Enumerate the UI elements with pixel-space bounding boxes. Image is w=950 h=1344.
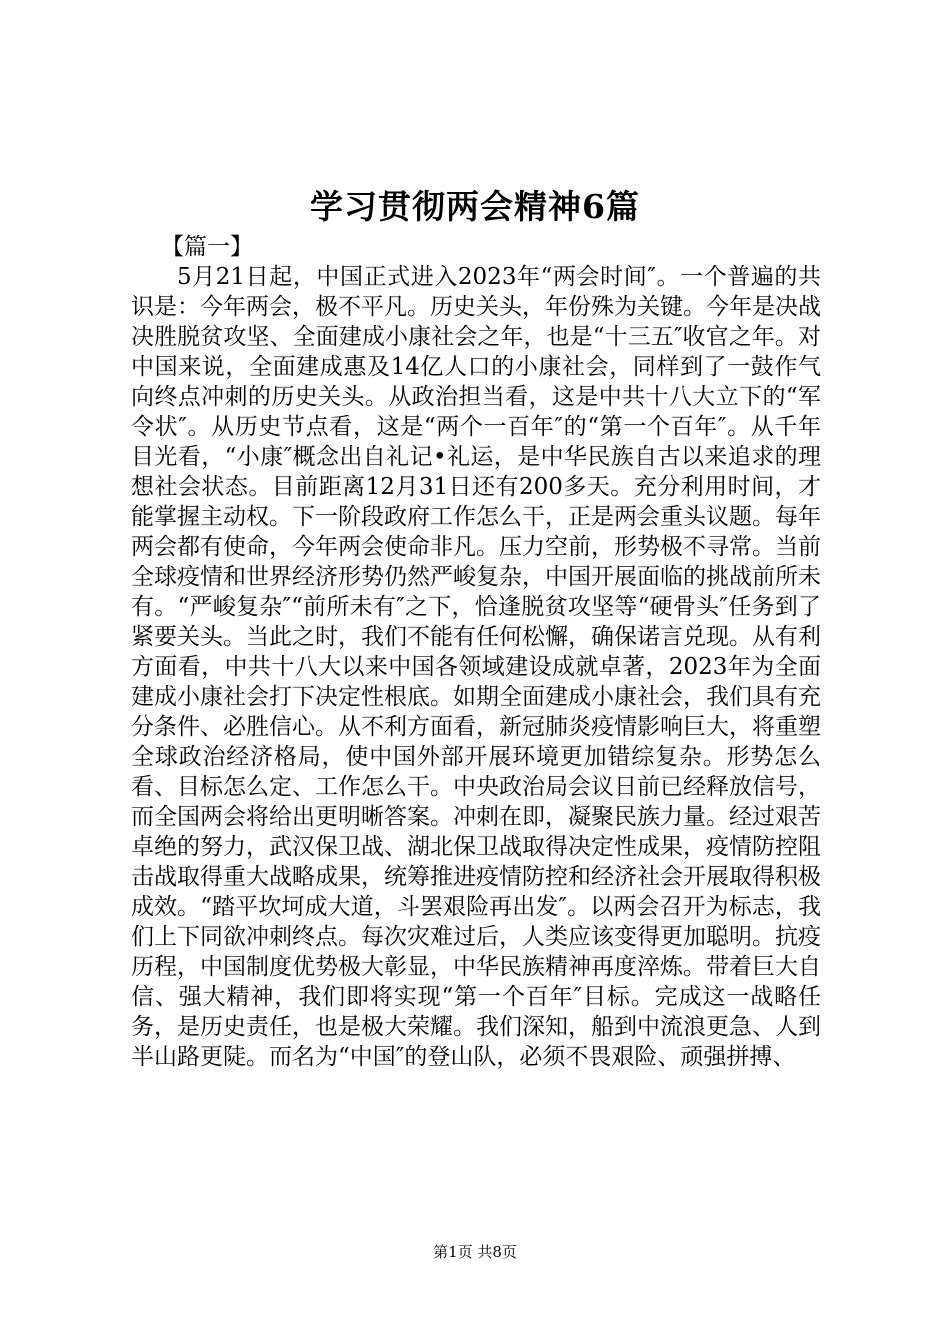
section-label: 【篇一】: [161, 234, 253, 260]
page-footer: 第1页 共8页: [433, 1243, 517, 1261]
document-title: 学习贯彻两会精神6篇: [310, 187, 640, 226]
body-paragraph: 5月21日起，中国正式进入2023年“两会时间″。一个普遍的共识是：今年两会，极不平凡。历史关头，年份殊为关键。今年是决战决胜脱贫攻坚、全面建成小康社会之年，也是“十三五″收官之年。对中国来说，全面建成惠及14亿人口的小康社会，同样到了一鼓作气向终点冲刺的历史关头。从政治担当看，这是中共十八大立下的“军令状″。从历史节点看，这是“两个一百年″的“第一个百年″。从千年目光看，“小康″概念出自礼记•礼运，是中华民族自古以来追求的理想社会状态。目前距离12月31日还有200多天。充分利用时间，才能掌握主动权。下一阶段政府工作怎么干，正是两会重头议题。每年两会都有使命，今年两会使命非凡。压力空前，形势极不寻常。当前全球疫情和世界经济形势仍然严峻复杂，中国开展面临的挑战前所未有。“严峻复杂″“前所未有″之下，恰逢脱贫攻坚等“硬骨头″任务到了紧要关头。当此之时，我们不能有任何松懈，确保诺言兑现。从有利方面看，中共十八大以来中国各领域建设成就卓著，2023年为全面建成小康社会打下决定性根底。如期全面建成小康社会，我们具有充分条件、必胜信心。从不利方面看，新冠肺炎疫情影响巨大，将重塑全球政治经济格局，使中国外部开展环境更加错综复杂。形势怎么看、目标怎么定、工作怎么干。中央政治局会议日前已经释放信号，而全国两会将给出更明晰答案。冲刺在即，凝聚民族力量。经过艰苦卓绝的努力，武汉保卫战、湖北保卫战取得决定性成果，疫情防控阻击战取得重大战略成果，统筹推进疫情防控和经济社会开展取得积极成效。“踏平坎坷成大道，斗罢艰险再出发″。以两会召开为标志，我们上下同欲冲刺终点。每次灾难过后，人类应该变得更加聪明。抗疫历程，中国制度优势极大彰显，中华民族精神再度淬炼。带着巨大自信、强大精神，我们即将实现“第一个百年″目标。完成这一战略任务，是历史责任，也是极大荣耀。我们深知，船到中流浪更急、人到半山路更陡。而名为“中国″的登山队，必须不畏艰险、顽强拼搏、: [131, 264, 821, 1070]
document-body: [131, 232, 821, 1072]
